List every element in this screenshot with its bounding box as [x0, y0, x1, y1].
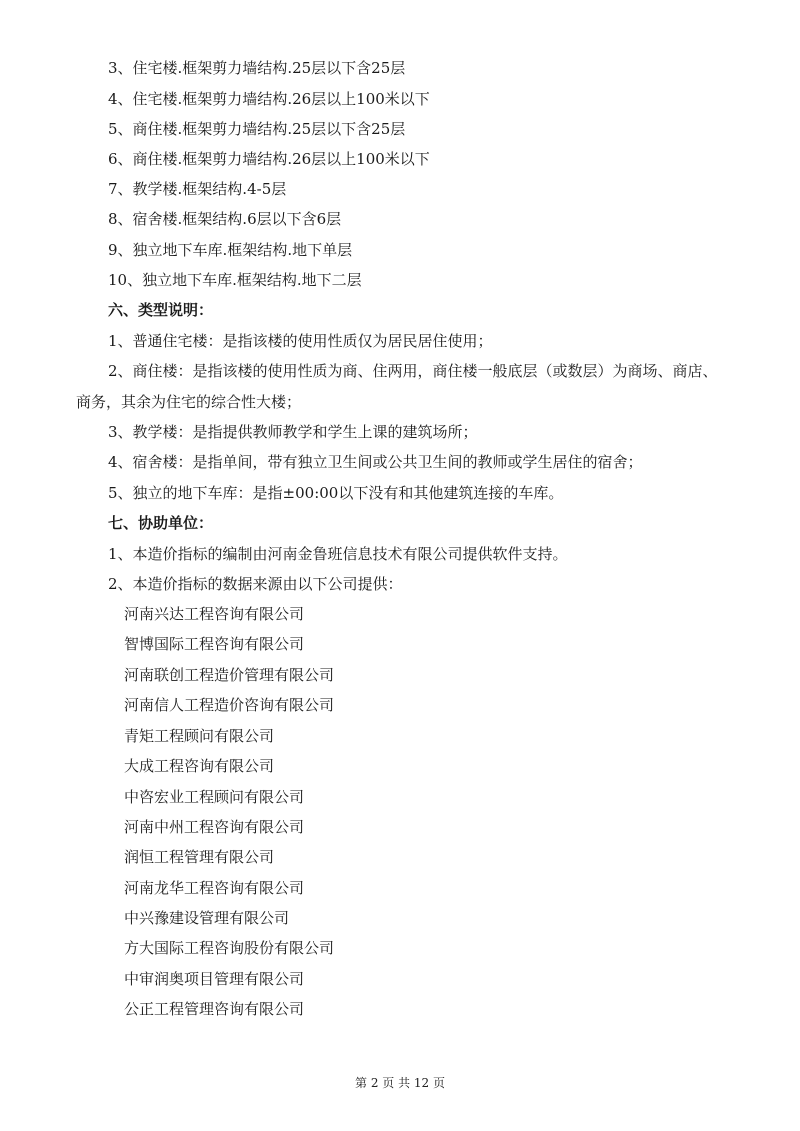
building-type-item: 4、住宅楼.框架剪力墙结构.26层以上100米以下: [108, 90, 430, 108]
company-name: 河南兴达工程咨询有限公司: [124, 605, 305, 623]
building-type-item: 9、独立地下车库.框架结构.地下单层: [108, 241, 353, 259]
building-type-item: 7、教学楼.框架结构.4-5层: [108, 180, 287, 198]
type-description-item: 3、教学楼：是指提供教师教学和学生上课的建筑场所；: [108, 423, 478, 441]
company-name: 中咨宏业工程顾问有限公司: [124, 788, 305, 806]
company-name: 中审润奥项目管理有限公司: [124, 970, 305, 988]
building-type-item: 8、宿舍楼.框架结构.6层以下含6层: [108, 210, 342, 228]
type-description-item-continuation: 商务，其余为住宅的综合性大楼；: [76, 393, 302, 411]
company-name: 润恒工程管理有限公司: [124, 848, 275, 866]
type-description-item: 5、独立的地下车库：是指±00:00以下没有和其他建筑连接的车库。: [108, 484, 564, 502]
type-description-item: 2、商住楼：是指该楼的使用性质为商、住两用，商住楼一般底层（或数层）为商场、商店、: [108, 362, 718, 380]
building-type-item: 6、商住楼.框架剪力墙结构.26层以上100米以下: [108, 150, 430, 168]
building-type-item: 5、商住楼.框架剪力墙结构.25层以下含25层: [108, 120, 406, 138]
type-description-item: 4、宿舍楼：是指单间，带有独立卫生间或公共卫生间的教师或学生居住的宿舍；: [108, 453, 643, 471]
company-name: 河南龙华工程咨询有限公司: [124, 879, 305, 897]
type-description-item: 1、普通住宅楼：是指该楼的使用性质仅为居民居住使用；: [108, 332, 493, 350]
page-number-footer: 第 2 页 共 12 页: [355, 1076, 445, 1090]
company-name: 公正工程管理咨询有限公司: [124, 1000, 305, 1018]
company-name: 河南联创工程造价管理有限公司: [124, 666, 335, 684]
building-type-item: 10、独立地下车库.框架结构.地下二层: [108, 271, 362, 289]
company-name: 青矩工程顾问有限公司: [124, 727, 275, 745]
company-name: 大成工程咨询有限公司: [124, 757, 275, 775]
company-name: 中兴豫建设管理有限公司: [124, 909, 290, 927]
assisting-unit-item: 2、本造价指标的数据来源由以下公司提供：: [108, 575, 403, 593]
section-heading-type-description: 六、类型说明：: [108, 301, 214, 319]
company-name: 方大国际工程咨询股份有限公司: [124, 939, 335, 957]
assisting-unit-item: 1、本造价指标的编制由河南金鲁班信息技术有限公司提供软件支持。: [108, 545, 568, 563]
section-heading-assisting-units: 七、协助单位：: [108, 514, 214, 532]
building-type-item: 3、住宅楼.框架剪力墙结构.25层以下含25层: [108, 59, 406, 77]
company-name: 河南中州工程咨询有限公司: [124, 818, 305, 836]
company-name: 河南信人工程造价咨询有限公司: [124, 696, 335, 714]
company-name: 智博国际工程咨询有限公司: [124, 635, 305, 653]
